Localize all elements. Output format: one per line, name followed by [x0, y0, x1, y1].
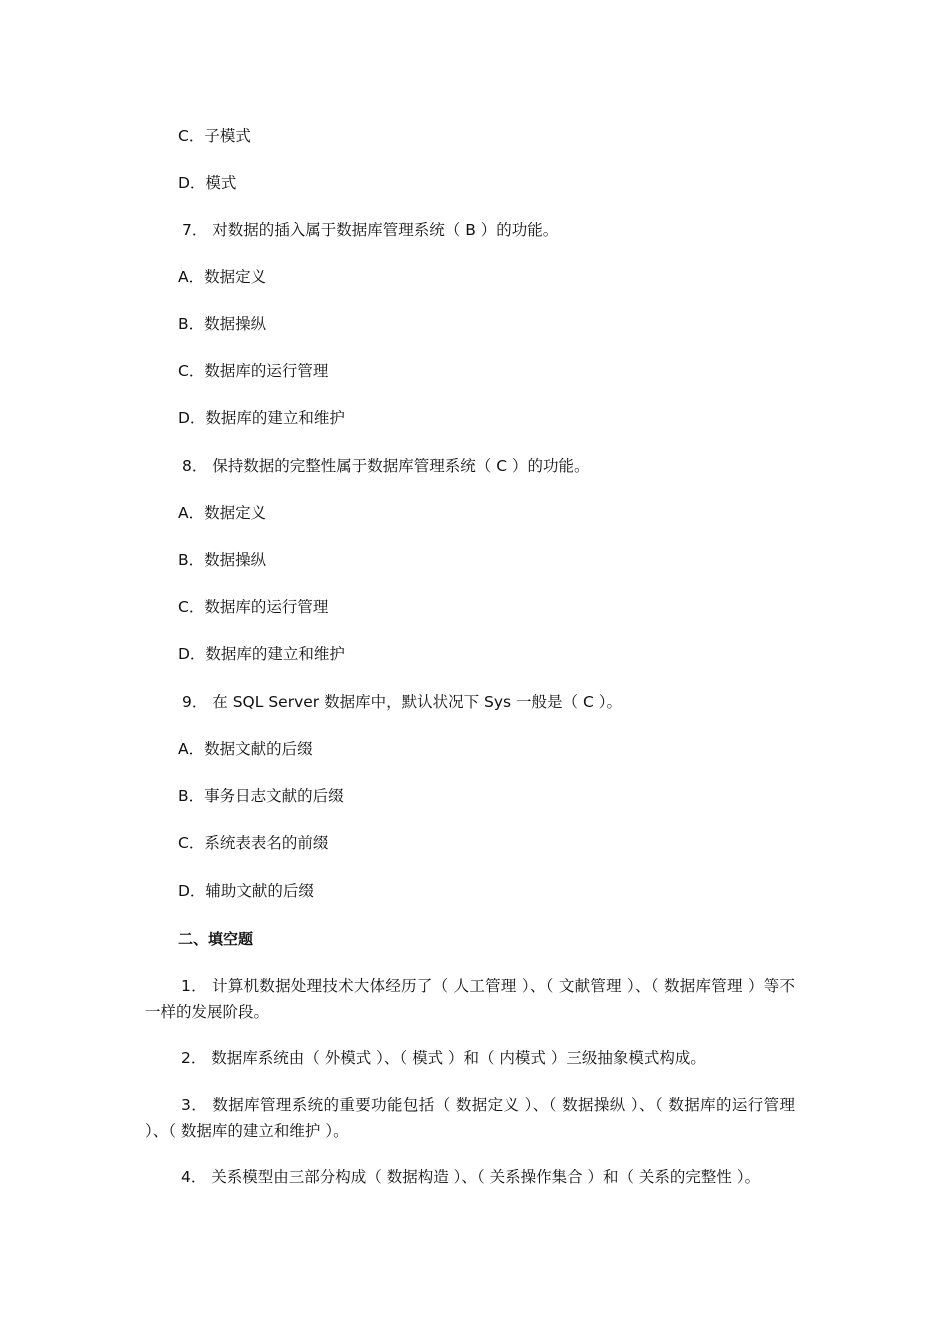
option-b-q8: B．数据操纵	[178, 551, 267, 569]
option-c-q8: C．数据库的运行管理	[178, 598, 329, 616]
option-d-q6: D．模式	[178, 174, 237, 192]
option-d-q9: D．辅助文献的后缀	[178, 882, 314, 900]
option-d-q8: D．数据库的建立和维护	[178, 645, 345, 663]
option-b-q9: B．事务日志文献的后缀	[178, 787, 344, 805]
section-heading-fill-in: 二、填空题	[178, 930, 254, 948]
option-a-q9: A．数据文献的后缀	[178, 740, 313, 758]
question-7: 7． 对数据的插入属于数据库管理系统（ B ）的功能。	[182, 221, 559, 239]
option-a-q7: A．数据定义	[178, 268, 267, 286]
option-b-q7: B．数据操纵	[178, 315, 267, 333]
fill-in-item-1: 1． 计算机数据处理技术大体经历了（ 人工管理 ）、（ 文献管理 ）、（ 数据库管理 ）等不一样的发展阶段。	[145, 977, 795, 1021]
option-a-q8: A．数据定义	[178, 504, 267, 522]
fill-in-item-3: 3． 数据库管理系统的重要功能包括（ 数据定义 ）、（ 数据操纵 ）、（ 数据库的运行管理 ）、（ 数据库的建立和维护 ）。	[145, 1096, 795, 1140]
option-d-q7: D．数据库的建立和维护	[178, 409, 345, 427]
option-c-q9: C．系统表表名的前缀	[178, 834, 329, 852]
question-8: 8． 保持数据的完整性属于数据库管理系统（ C ）的功能。	[182, 457, 590, 475]
fill-in-item-4: 4． 关系模型由三部分构成（ 数据构造 ）、（ 关系操作集合 ）和（ 关系的完整性 ）。	[181, 1168, 761, 1186]
option-c-q7: C．数据库的运行管理	[178, 362, 329, 380]
option-c-q6: C．子模式	[178, 127, 251, 145]
question-9: 9． 在 SQL Server 数据库中，默认状况下 Sys 一般是（ C ）。	[182, 693, 622, 711]
fill-in-item-2: 2． 数据库系统由（ 外模式 ）、（ 模式 ）和（ 内模式 ）三级抽象模式构成。	[181, 1049, 706, 1067]
